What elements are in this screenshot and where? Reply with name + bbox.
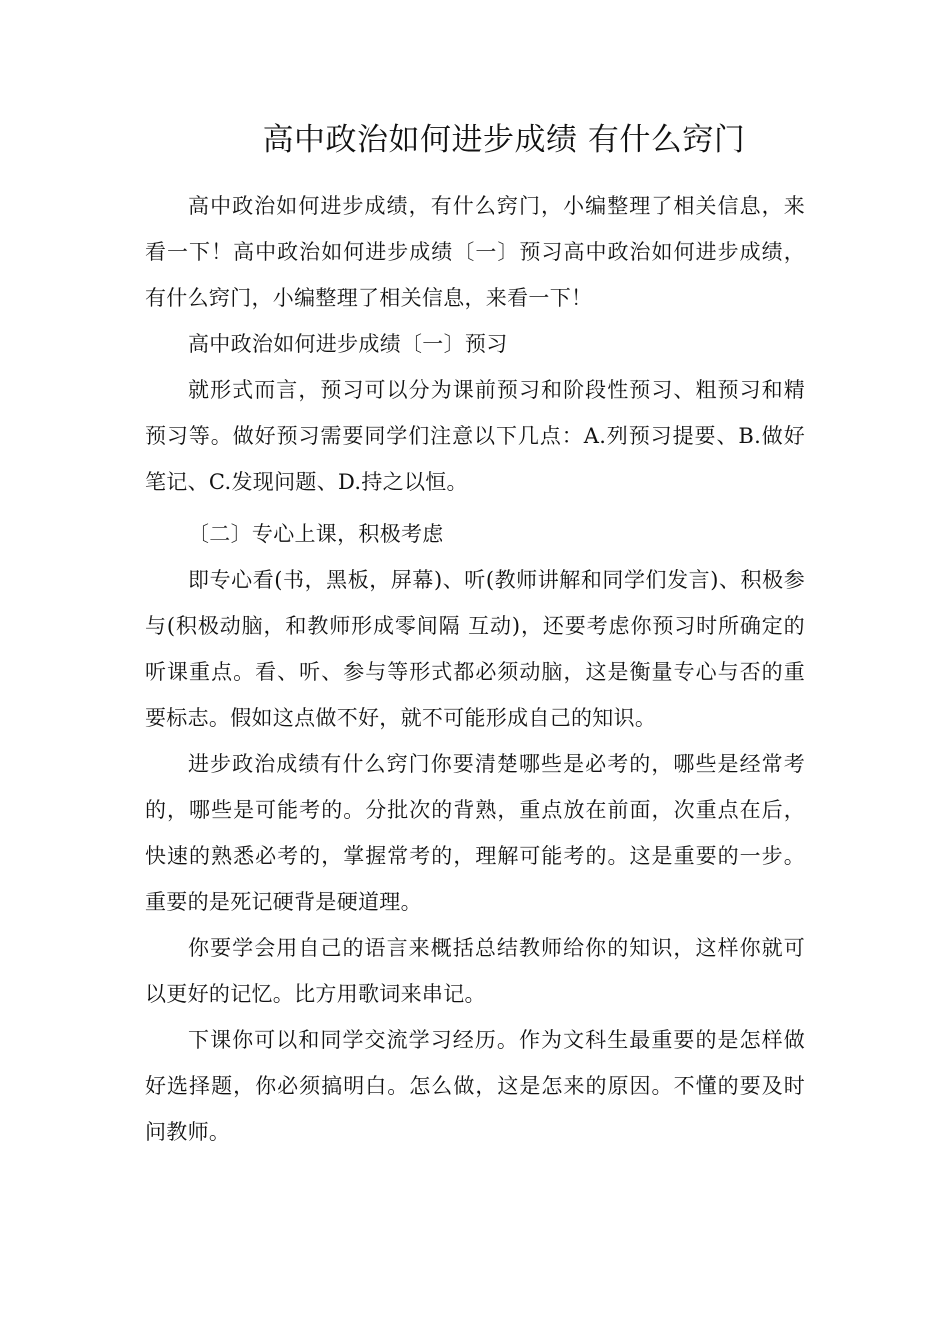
preview-paragraph: 就形式而言，预习可以分为课前预习和阶段性预习、粗预习和精预习等。做好预习需要同学们注意以下几点：A.列预习提要、B.做好笔记、C.发现问题、D.持之以恒。 — [145, 378, 805, 494]
memorize-paragraph: 进步政治成绩有什么窍门你要清楚哪些是必考的，哪些是经常考的，哪些是可能考的。分批次的背熟，重点放在前面，次重点在后，快速的熟悉必考的，掌握常考的，理解可能考的。这是重要的一步。重要的是死记硬背是硬道理。 — [145, 752, 805, 914]
focus-paragraph: 即专心看(书，黑板，屏幕)、听(教师讲解和同学们发言)、积极参与(积极动脑，和教师形成零间隔 互动)，还要考虑你预习时所确定的听课重点。看、听、参与等形式都必须动脑，这是衡量专心与否的重要标志。假如这点做不好，就不可能形成自己的知识。 — [145, 568, 805, 730]
section-heading-preview: 高中政治如何进步成绩〔一〕预习 — [188, 332, 508, 356]
document-title: 高中政治如何进步成绩 有什么窍门 — [262, 122, 746, 158]
exchange-paragraph: 下课你可以和同学交流学习经历。作为文科生最重要的是怎样做好选择题，你必须搞明白。怎么做，这是怎来的原因。不懂的要及时问教师。 — [145, 1028, 805, 1144]
section-heading-focus: 〔二〕专心上课，积极考虑 — [188, 522, 444, 546]
intro-paragraph: 高中政治如何进步成绩，有什么窍门，小编整理了相关信息，来看一下！高中政治如何进步成绩〔一〕预习高中政治如何进步成绩，有什么窍门，小编整理了相关信息，来看一下！ — [145, 194, 805, 310]
summarize-paragraph: 你要学会用自己的语言来概括总结教师给你的知识，这样你就可以更好的记忆。比方用歌词来串记。 — [145, 936, 805, 1006]
document-body — [145, 183, 805, 1155]
